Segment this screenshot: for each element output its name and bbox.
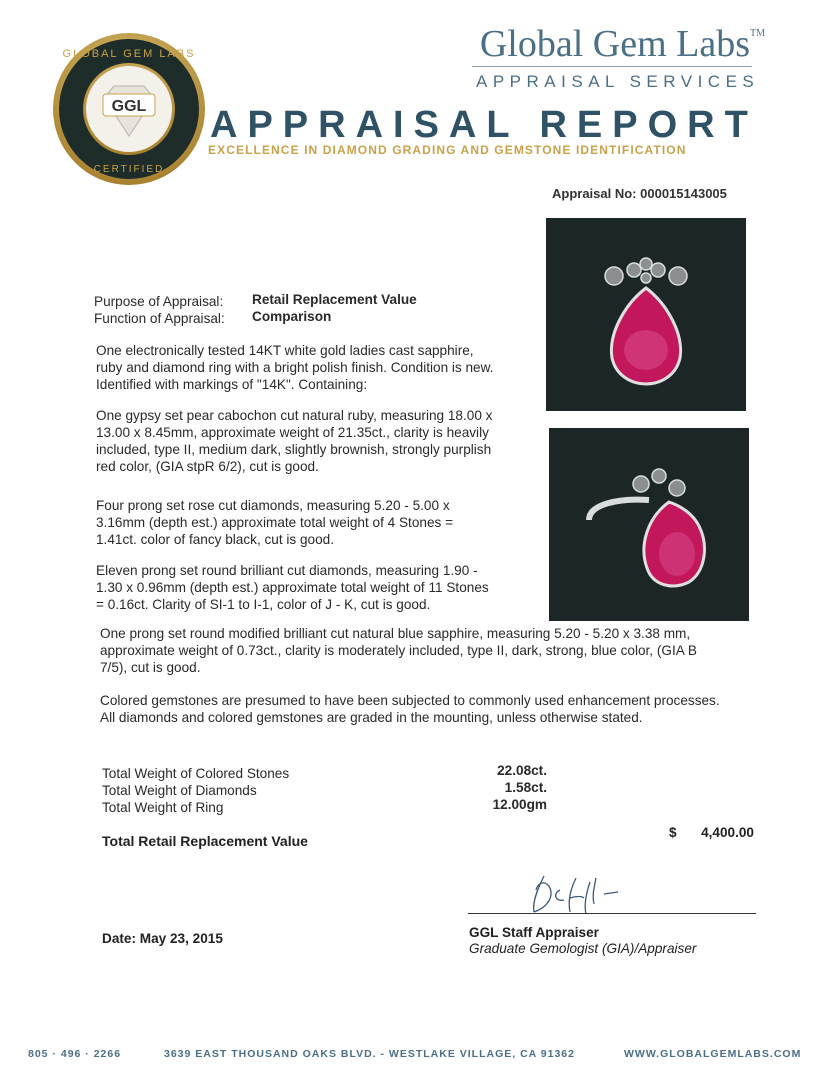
weight-label-ring: Total Weight of Ring — [102, 800, 224, 815]
footer-phone: 805 · 496 · 2266 — [28, 1048, 122, 1060]
appraisal-number: Appraisal No: 000015143005 — [552, 186, 727, 201]
brand-name — [480, 22, 765, 66]
currency-symbol: $ — [669, 825, 677, 840]
seal-center-text: GGL — [111, 98, 147, 115]
appraiser-title: Graduate Gemologist (GIA)/Appraiser — [469, 941, 697, 956]
brand-divider — [472, 66, 752, 67]
total-value-amount: 4,400.00 — [701, 825, 754, 840]
seal-bottom-text: CERTIFIED — [93, 164, 165, 175]
appraiser-name: GGL Staff Appraiser — [469, 925, 599, 940]
weight-label-diamonds: Total Weight of Diamonds — [102, 783, 257, 798]
footer-address: 3639 EAST THOUSAND OAKS BLVD. - WESTLAKE VILLAGE, CA 91362 — [164, 1048, 575, 1060]
function-label: Function of Appraisal: — [94, 311, 225, 326]
total-value-label: Total Retail Replacement Value — [102, 833, 308, 849]
appraisal-date: Date: May 23, 2015 — [102, 931, 223, 946]
seal-top-text: GLOBAL GEM LABS — [62, 48, 196, 60]
purpose-label: Purpose of Appraisal: — [94, 294, 224, 309]
rose-cut-diamonds-paragraph: Four prong set rose cut diamonds, measuring 5.20 - 5.00 x 3.16mm (depth est.) approximate total weight of 4 Stones = 1.41ct. color of fancy black, cut is good. — [96, 498, 454, 547]
ring-photo-front — [546, 218, 746, 411]
footer-website: WWW.GLOBALGEMLABS.COM — [624, 1048, 802, 1060]
appraisal-services-subtitle: APPRAISAL SERVICES — [476, 72, 760, 91]
weight-value-diamonds: 1.58ct. — [504, 780, 547, 795]
tagline: EXCELLENCE IN DIAMOND GRADING AND GEMSTONE IDENTIFICATION — [208, 143, 687, 157]
ggl-certified-seal-logo — [52, 32, 206, 186]
round-diamonds-paragraph: Eleven prong set round brilliant cut diamonds, measuring 1.90 - 1.30 x 0.96mm (depth est.) approximate total weight of 11 Stones = 0.16ct. Clarity of SI-1 to I-1, color of J - K, cut is good. — [96, 563, 489, 612]
description-paragraph: One electronically tested 14KT white gold ladies cast sapphire, ruby and diamond ring with a bright polish finish. Condition is new. Identified with markings of "14K". Containing: — [96, 343, 494, 392]
report-title: APPRAISAL REPORT — [210, 104, 758, 146]
trademark-mark: TM — [750, 28, 765, 39]
ring-photo-side — [549, 428, 749, 621]
weight-value-ring: 12.00gm — [492, 797, 547, 812]
purpose-value: Retail Replacement Value — [252, 292, 417, 307]
weight-value-colored-stones: 22.08ct. — [497, 763, 547, 778]
signature-line — [468, 913, 756, 914]
ruby-paragraph: One gypsy set pear cabochon cut natural ruby, measuring 18.00 x 13.00 x 8.45mm, approximate weight of 21.35ct., clarity is heavily included, type II, medium dark, slightly brownish, strongly purplish red color, (GIA stpR 6/2), cut is good. — [96, 408, 493, 474]
enhancement-notice: Colored gemstones are presumed to have been subjected to commonly used enhancement processes. All diamonds and colored gemstones are graded in the mounting, unless otherwise stated. — [100, 693, 720, 725]
sapphire-paragraph: One prong set round modified brilliant cut natural blue sapphire, measuring 5.20 - 5.20 x 3.38 mm, approximate weight of 0.73ct., clarity is moderately included, type II, dark, strong, blue color, (GIA B 7/5), cut is good. — [100, 626, 697, 675]
function-value: Comparison — [252, 309, 332, 324]
weight-label-colored-stones: Total Weight of Colored Stones — [102, 766, 290, 781]
brand-text: Global Gem Labs — [479, 23, 750, 65]
